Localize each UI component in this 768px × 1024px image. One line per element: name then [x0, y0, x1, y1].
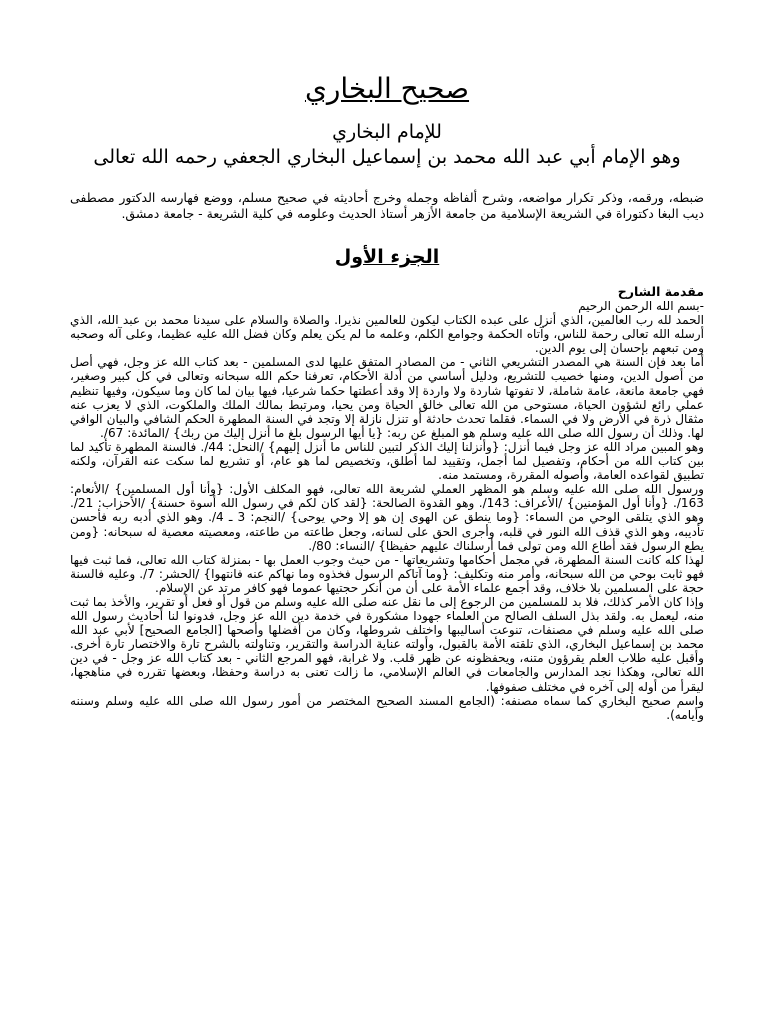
section-heading: مقدمة الشارح: [617, 284, 704, 299]
document-subtitle: للإمام البخاري: [332, 121, 442, 143]
body-paragraph: وإذا كان الأمر كذلك، فلا بد للمسلمين من الرجوع إلى ما نقل عنه صلى الله عليه وسلم من قول أو فعل أو تقرير، والأخذ بما ثبت منه، ليعمل به. ولقد بذل السلف الصالح من العلماء جهودا مشكورة في خدمة دين الله عز وجل، فدونوا لنا أحاديث رسول الله صلى الله عليه وسلم في مصنفات، تنوعت أساليبها واختلف شروطها، وكان من أفضلها وأصحها [الجامع الصحيح] لأبي عبد الله محمد بن إسماعيل البخاري، الذي تلقته الأمة بالقبول، وأولته عناية الدراسة والتقرير، وتناولته بالشرح تارة والاختصار تارة أخرى. وأقبل عليه طلاب العلم يقرؤون متنه، ويحفظونه عن ظهر قلب. ولا غرابة، فهو المرجع الثاني - بعد كتاب الله عز وجل - في دين الله تعالى، وهكذا نجد المدارس والجامعات في العالم الإسلامي، ما زالت تعنى به دراسة وحفظا، وبعضها تقرره في مناهجها، ليقرأ من أوله إلى آخره في مختلف صفوفها.: [70, 594, 704, 694]
body-paragraph: الحمد لله رب العالمين، الذي أنزل على عبده الكتاب ليكون للعالمين نذيرا. والصلاة والسلام على سيدنا محمد بن عبد الله، الذي أرسله الله تعالى رحمة للناس، وآتاه الحكمة وجوامع الكلم، وعلمه ما لم يكن يعلم وكان فضل الله عليه عظيما، وعلى آله وصحبه ومن تبعهم بإحسان إلى يوم الدين.: [70, 313, 704, 356]
document-page: [70, 70, 704, 722]
document-author: وهو الإمام أبي عبد الله محمد بن إسماعيل البخاري الجعفي رحمه الله تعالى: [93, 146, 681, 168]
body-paragraph: ورسول الله صلى الله عليه وسلم هو المظهر العملي لشريعة الله تعالى، فهو المكلف الأول: {وأنا أول المسلمين} /الأنعام: 163/. {وأنا أول المؤمنين} /الأعراف: 143/. وهو القدوة الصالحة: {لقد كان لكم في رسول الله أسوة حسنة} /الأحزاب: 21/. وهو الذي يتلقى الوحي من السماء: {وما ينطق عن الهوى إن هو إلا وحي يوحى} /النجم: 3 ـ 4/. وهو الذي أدبه ربه فأحسن تأديبه، وهو الذي قذف الله النور في قلبه، وأجرى الحق على لسانه، وجعل طاعته من طاعته، ومعصيته معصية له سبحانه: {ومن يطع الرسول فقد أطاع الله ومن تولى فما أرسلناك عليهم حفيظا} /النساء: 80/.: [70, 482, 704, 553]
body-paragraph: لهذا كله كانت السنة المطهرة، في مجمل أحكامها وتشريعاتها - من حيث وجوب العمل بها - بمنزلة كتاب الله تعالى، فما ثبت فيها فهو ثابت بوحي من الله سبحانه، وأمر منه وتكليف: {وما آتاكم الرسول فخذوه وما نهاكم عنه فانتهوا} /الحشر: 7/. وعليه فالسنة حجة على المسلمين بلا خلاف، وقد أجمع علماء الأمة على أن من أنكر حجتيها عموما فهو كافر مرتد عن الإسلام.: [70, 552, 704, 595]
body-paragraph: أما بعد فإن السنة هي المصدر التشريعي الثاني - من المصادر المتفق عليها لدى المسلمين - بعد كتاب الله عز وجل، فهي أصل من أصول الدين، ومنها خصيب للتشريع، ودليل أساسي من أدلة الأحكام، تعرفنا حكم الله سبحانه وتعالى في كل كبير وصغير، فهي جامعة مانعة، عامة شاملة، لا تفوتها شاردة ولا واردة إلا وقد أعطتها حكما شرعيا، فيها بيان لما كان وما سيكون، وفيها تنظيم عملي رائع لشؤون الحياة، مستوحى من الله تعالى خالق الحياة ومن يحيا، ومرتبط بمالك الملك والملكوت، الذي لا يعزب عنه مثقال ذرة في الأرض ولا في السماء. فقلما تحدث حادثة أو تنزل نازلة إلا وتجد في السنة المطهرة الحكم الشافي والبيان الوافي لها. وذلك أن رسول الله صلى الله عليه وسلم هو المبلغ عن ربه: {يا أيها الرسول بلغ ما أنزل إليك من ربك} /المائدة: 67/.: [70, 355, 704, 440]
body-paragraph: وهو المبين مراد الله عز وجل فيما أنزل: {وأنزلنا إليك الذكر لتبين للناس ما أنزل إليهم} /النحل: 44/. فالسنة المطهرة تأكيد لما بين كتاب الله من أحكام، وتفصيل لما أجمل، وتقييد لما أطلق، وتخصيص لما هو عام، أو تشريع لما سكت عنه القرآن، ولكنه تطبيق لقواعده العامة، وأصوله المقررة، ومستمد منه.: [70, 439, 704, 483]
intro-paragraph: ضبطه، ورقمه، وذكر تكرار مواضعه، وشرح ألفاظه وجمله وخرج أحاديثه في صحيح مسلم، ووضع فهارسه الدكتور مصطفى ديب البغا دكتوراة في الشريعة الإسلامية من جامعة الأزهر أستاذ الحديث وعلومه في كلية الشريعة - جامعة دمشق.: [70, 190, 704, 221]
body-paragraph: -بسم الله الرحمن الرحيم: [578, 299, 704, 313]
body-paragraph: واسم صحيح البخاري كما سماه مصنفه: (الجامع المسند الصحيح المختصر من أمور رسول الله صلى الله عليه وسلم وسننه وأيامه).: [70, 693, 704, 722]
document-title: صحيح البخاري: [304, 72, 470, 105]
part-title: الجزء الأول: [334, 246, 440, 268]
